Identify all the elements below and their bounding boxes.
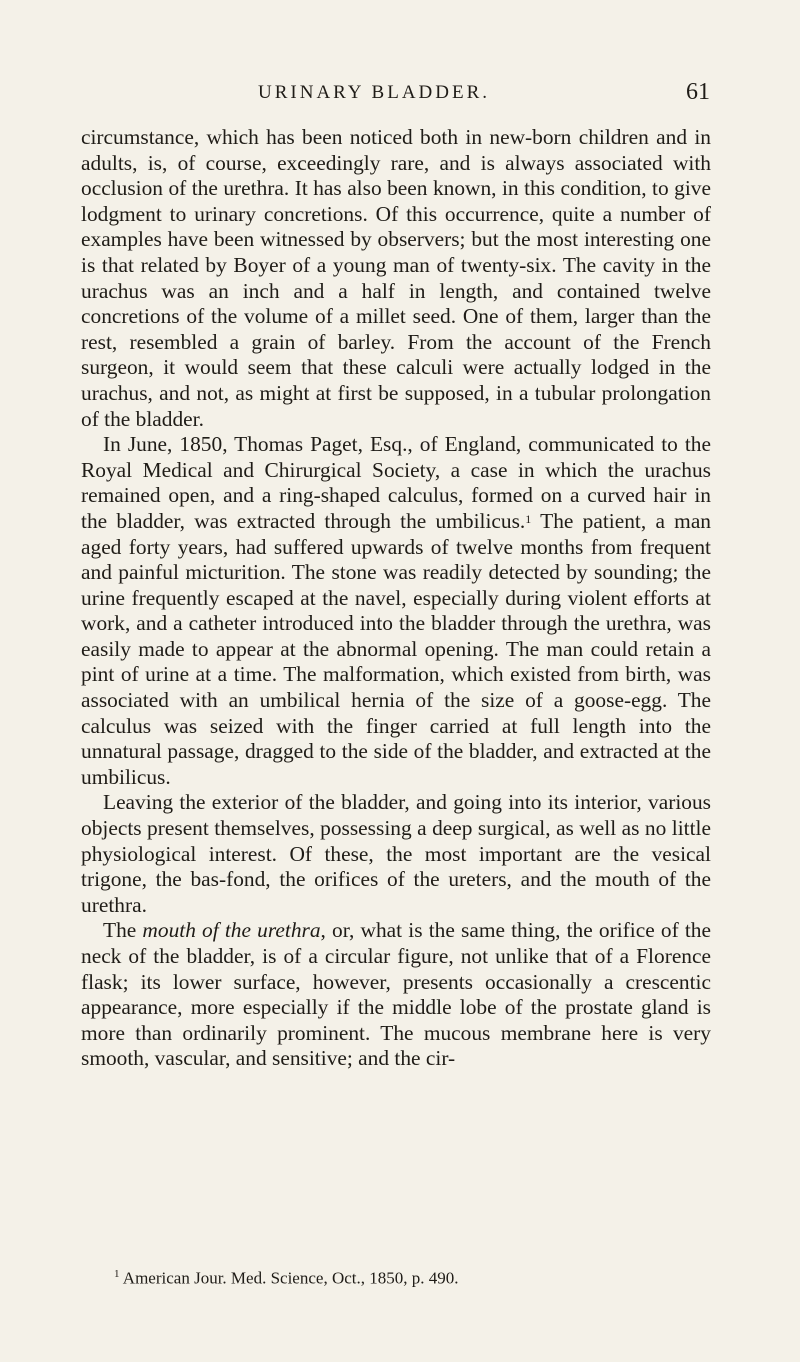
paragraph-2-text: In June, 1850, Thomas Paget, Esq., of England, communicated to the Royal Medical and Chirurgical Society, a case in which the urachus remained open, and a ring-shaped calculus, formed on a curved hair in the bladder, was extracted through the umbilicus. xyxy=(81,432,711,533)
footnote-marker: 1 xyxy=(114,1268,120,1280)
footnote-reference: 1 xyxy=(525,511,532,526)
body-text xyxy=(81,125,711,1072)
paragraph-1: circumstance, which has been noticed both in new-born children and in adults, is, of course, exceedingly rare, and is always associated with occlusion of the urethra. It has also been known, in this condition, to give lodgment to urinary concretions. Of this occurrence, quite a number of examples have been witnessed by observers; but the most interesting one is that related by Boyer of a young man of twenty-six. The cavity in the urachus was an inch and a half in length, and contained twelve concretions of the volume of a millet seed. One of them, larger than the rest, resembled a grain of barley. From the account of the French surgeon, it would seem that these calculi were actually lodged in the urachus, and not, as might at first be supposed, in a tubular prolongation of the bladder. xyxy=(81,125,711,431)
footnote xyxy=(114,1264,714,1289)
running-title: URINARY BLADDER. xyxy=(258,82,491,103)
italic-term: mouth of the urethra xyxy=(142,918,321,943)
footnote-text: American Jour. Med. Science, Oct., 1850, p. 490. xyxy=(119,1268,459,1288)
paragraph-4-text: , or, what is the same thing, the orifice of the neck of the bladder, is of a circular figure, not unlike that of a Florence flask; its lower surface, however, presents occasionally a crescentic appearance, more especially if the middle lobe of the prostate gland is more than ordinarily prominent. The mucous membrane here is very smooth, vascular, and sensitive; and the cir- xyxy=(81,918,711,1071)
paragraph-3: Leaving the exterior of the bladder, and going into its interior, various objects present themselves, possessing a deep surgical, as well as no little physiological interest. Of these, the most important are the vesical trigone, the bas-fond, the orifices of the ureters, and the mouth of the urethra. xyxy=(81,790,711,917)
page-number: 61 xyxy=(686,79,710,105)
paragraph-2-continuation: The patient, a man aged forty years, had suffered upwards of twelve months from frequent and painful micturition. The stone was readily detected by sounding; the urine frequently escaped at the navel, especially during violent efforts at work, and a catheter introduced into the bladder through the urethra, was easily made to appear at the abnormal opening. The man could retain a pint of urine at a time. The malformation, which existed from birth, was associated with an umbilical hernia of the size of a goose-egg. The calculus was seized with the finger carried at full length into the unnatural passage, dragged to the side of the bladder, and extracted at the umbilicus. xyxy=(81,508,712,789)
paragraph-4-lead: The xyxy=(103,918,143,943)
paragraph-4 xyxy=(81,918,711,1072)
paragraph-2 xyxy=(81,432,711,790)
running-header xyxy=(258,79,710,112)
